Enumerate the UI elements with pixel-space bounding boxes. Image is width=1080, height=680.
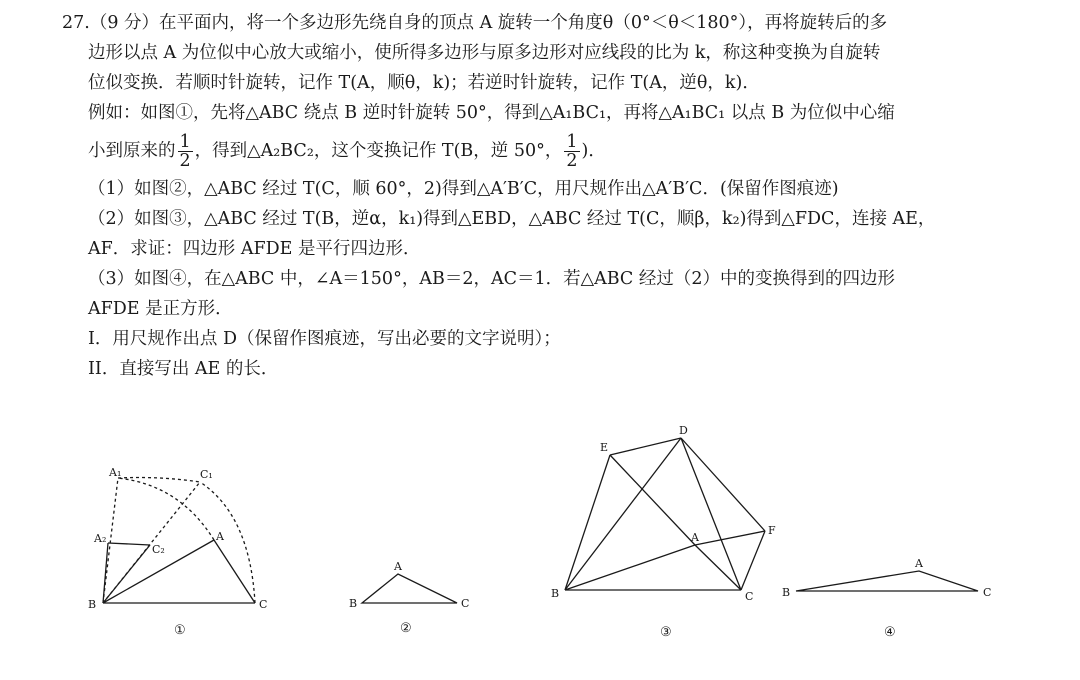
fig2-label-b: B — [349, 597, 358, 610]
fig4-caption: ④ — [884, 625, 896, 640]
fig3-seg-bd — [565, 438, 681, 590]
fig1-seg-a2c2 — [108, 543, 150, 545]
question-3-line-1: （3）如图④，在△ABC 中，∠A＝150°，AB＝2，AC＝1．若△ABC 经过（2）中的变换得到的四边形 — [88, 269, 895, 289]
figure-3 — [565, 438, 765, 590]
fig2-caption: ② — [400, 621, 412, 636]
fig3-seg-cd — [681, 438, 741, 590]
fig4-triangle — [796, 571, 978, 591]
fig3-label-b: B — [551, 587, 560, 600]
frac-num-2: 1 — [566, 132, 578, 152]
figure-1 — [103, 478, 255, 604]
fig2-triangle — [362, 574, 457, 603]
intro-line-2: 边形以点 A 为位似中心放大或缩小，使所得多边形与原多边形对应线段的比为 k，称这种变换为自旋转 — [88, 43, 881, 63]
fig1-seg-a1c1 — [118, 478, 200, 483]
fig3-label-c: C — [745, 590, 754, 603]
intro-text-1: 在平面内，将一个多边形先绕自身的顶点 A 旋转一个角度θ（0°＜θ＜180°），再将旋转后的多 — [159, 13, 888, 33]
fig3-seg-ac — [695, 545, 741, 590]
intro-line-3: 位似变换．若顺时针旋转，记作 T(A，顺θ，k)；若逆时针旋转，记作 T(A，逆θ，k)． — [88, 73, 760, 93]
fig3-seg-af — [695, 531, 765, 545]
fig3-label-e: E — [600, 441, 609, 454]
fig1-arc-c — [200, 482, 255, 603]
fig1-label-a2: A₂ — [94, 532, 107, 545]
fig4-label-c: C — [983, 586, 992, 599]
fig3-label-f: F — [768, 524, 776, 537]
example-line-1: 例如：如图①，先将△ABC 绕点 B 逆时针旋转 50°，得到△A₁BC₁，再将△A₁BC₁ 以点 B 为位似中心缩 — [88, 103, 895, 123]
frac-den-2: 2 — [566, 151, 578, 171]
question-2-line-2: AF．求证：四边形 AFDE 是平行四边形． — [88, 239, 421, 259]
fig1-label-a1: A₁ — [109, 466, 122, 479]
fig1-seg-ac — [214, 540, 255, 603]
fig3-caption: ③ — [660, 625, 672, 640]
question-2-line-1: （2）如图③，△ABC 经过 T(B，逆α，k₁)得到△EBD，△ABC 经过 T(C，顺β，k₂)得到△FDC，连接 AE， — [88, 209, 936, 229]
fig4-label-a: A — [915, 557, 923, 570]
frac-num-1: 1 — [179, 132, 191, 152]
fig1-caption: ① — [174, 623, 186, 638]
fig2-label-c: C — [461, 597, 470, 610]
fig3-seg-ba — [565, 545, 695, 590]
question-3-part-ii: II．直接写出 AE 的长． — [88, 359, 279, 379]
question-1: （1）如图②，△ABC 经过 T(C，顺 60°，2)得到△A′B′C，用尺规作出△A′B′C．(保留作图痕迹) — [88, 179, 839, 199]
example-text-b: ，得到△A₂BC₂，这个变换记作 T(B，逆 50°， — [194, 141, 563, 161]
fig1-label-c1: C₁ — [200, 468, 213, 481]
fig2-label-a: A — [394, 560, 402, 573]
figure-4 — [796, 571, 978, 591]
fig1-label-b: B — [88, 598, 97, 611]
question-3-line-2: AFDE 是正方形． — [88, 299, 233, 319]
fig3-label-a: A — [691, 531, 699, 544]
fig1-arc-a — [118, 478, 214, 540]
problem-score: （9 分） — [89, 13, 160, 33]
example-text-a: 小到原来的 — [88, 141, 176, 161]
fig1-label-c: C — [259, 598, 268, 611]
fig1-label-a: A — [216, 530, 224, 543]
fig1-label-c2: C₂ — [152, 543, 165, 556]
example-text-c: )． — [581, 141, 606, 161]
fig3-seg-df — [681, 438, 765, 531]
question-3-part-i: I．用尺规作出点 D（保留作图痕迹，写出必要的文字说明）； — [88, 329, 561, 349]
problem-number: 27. — [62, 13, 90, 33]
fig3-seg-be — [565, 455, 610, 590]
fig4-label-b: B — [782, 586, 791, 599]
figure-2 — [362, 574, 457, 603]
fig3-seg-ae — [610, 455, 695, 545]
fig3-label-d: D — [679, 424, 688, 437]
fig3-seg-cf — [741, 531, 765, 590]
frac-den-1: 2 — [179, 151, 191, 171]
